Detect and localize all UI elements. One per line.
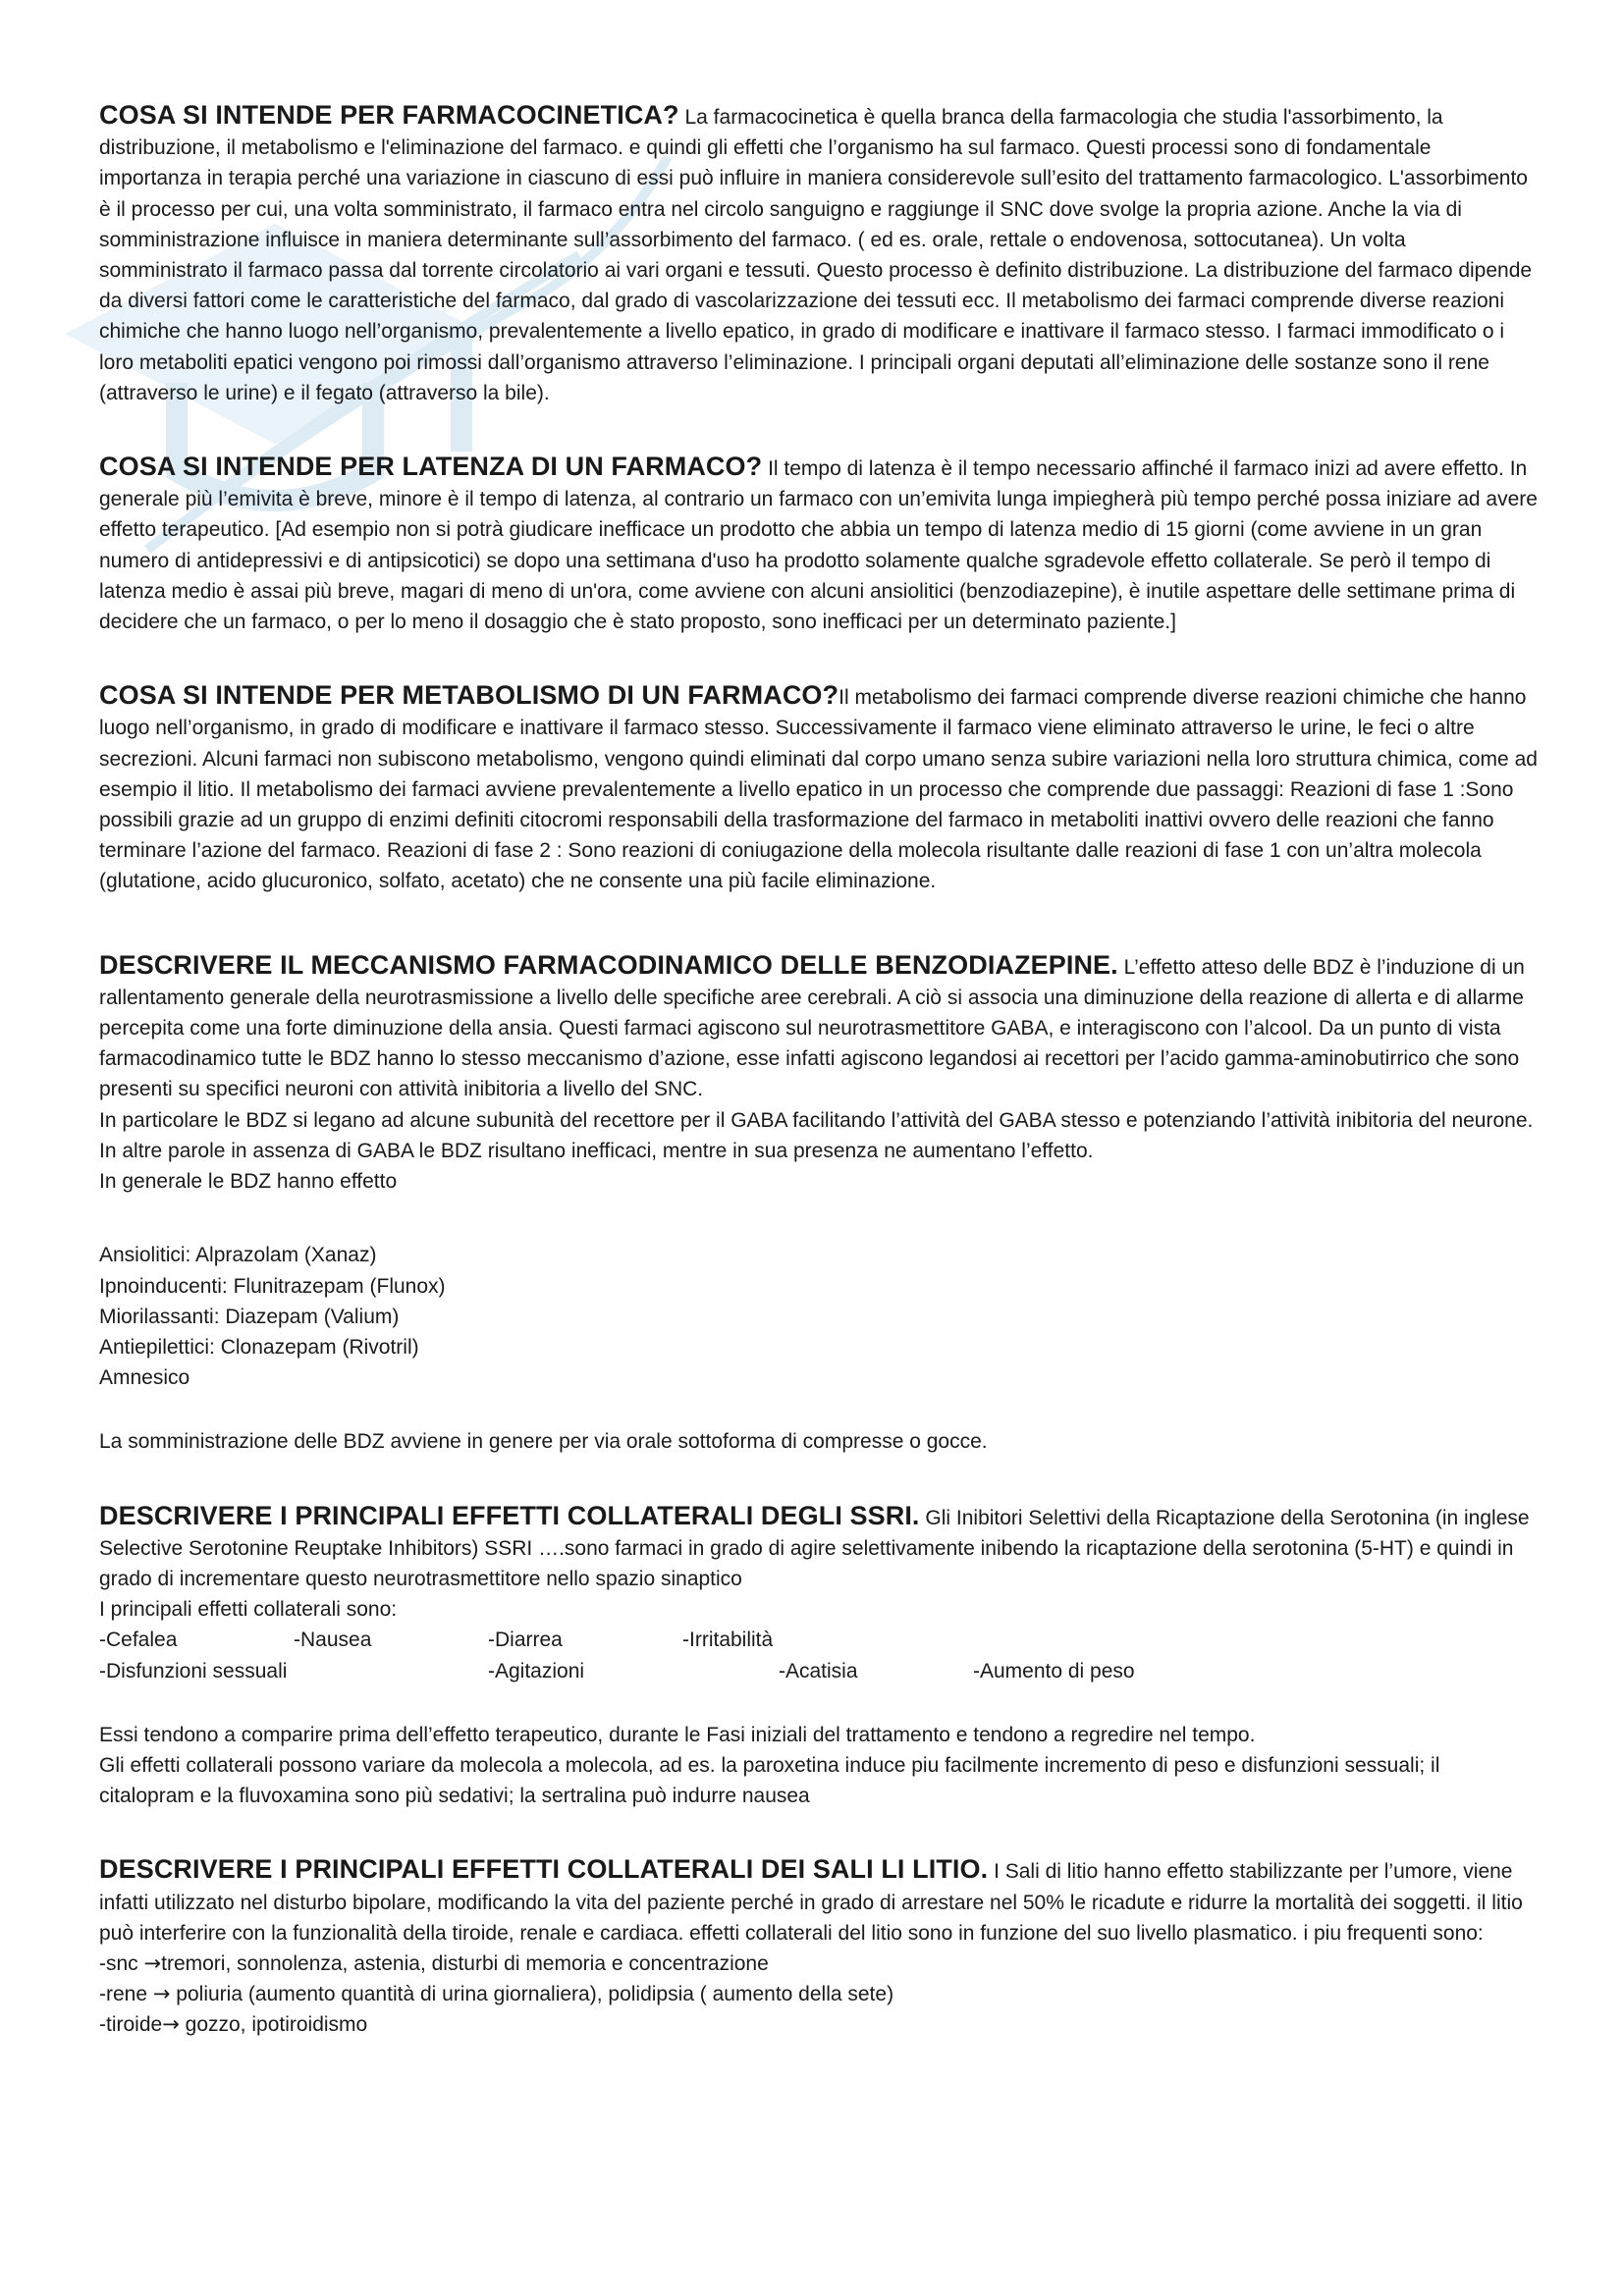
section-heading: COSA SI INTENDE PER FARMACOCINETICA?: [99, 100, 679, 130]
list-item: -Disfunzioni sessuali: [99, 1659, 288, 1682]
list-item: Miorilassanti: Diazepam (Valium): [99, 1305, 400, 1328]
section-latenza: [99, 452, 1538, 637]
list-item: [99, 1949, 1538, 1979]
organ-label: -rene: [99, 1983, 153, 2006]
ssri-effects-row: [99, 1625, 1538, 1655]
list-item: -Acatisia: [779, 1659, 858, 1682]
list-item: -Agitazioni: [488, 1659, 585, 1682]
list-item: Amnesico: [99, 1366, 190, 1390]
section-farmacocinetica: [99, 100, 1538, 408]
section-body: Il tempo di latenza è il tempo necessario affinché il farmaco inizi ad avere effetto. In generale più l’emivita è breve, minore è il tempo di latenza, al contrario un farmaco con un’emivita lunga impiegherà più tempo perché possa iniziare ad avere effetto terapeutico. [Ad esempio non si potrà giudicare inefficace un prodotto che abbia un tempo di latenza medio di 15 giorni (come avviene in un gran numero di antidepressivi e di antipsicotici) se dopo una settimana d'uso ha prodotto solamente qualche sgradevole effetto collaterale. Se però il tempo di latenza medio è assai più breve, magari di meno di un'ora, come avviene con alcuni ansiolitici (benzodiazepine), è inutile aspettare delle settimane prima di decidere che un farmaco, o per lo meno il dosaggio che è stato proposto, sono inefficaci per un determinato paziente.]: [99, 457, 1538, 634]
section-body: Gli Inibitori Selettivi della Ricaptazione della Serotonina (in inglese Selective Serotonine Reuptake Inhibitors) SSRI ….sono farmaci in grado di agire selettivamente inibendo la ricaptazione della serotonina (5-HT) e quindi in grado di incrementare questo neurotrasmettitore nello spazio sinaptico: [99, 1506, 1530, 1590]
list-item: -Cefalea: [99, 1629, 178, 1652]
list-item: Antiepilettici: Clonazepam (Rivotril): [99, 1335, 419, 1359]
document-page: [99, 100, 1538, 2041]
arrow-right-icon: →: [152, 1982, 171, 2006]
section-body: La farmacocinetica è quella branca della farmacologia che studia l'assorbimento, la distribuzione, il metabolismo e l'eliminazione del farmaco. e quindi gli effetti che l’organismo ha sul farmaco. Questi processi sono di fondamentale importanza in terapia perché una variazione in ciascuno di essi può influire in maniera considerevole sull’esito del trattamento farmacologico. L'assorbimento è il processo per cui, una volta somministrato, il farmaco entra nel circolo sanguigno e raggiunge il SNC dove svolge la propria azione. Anche la via di somministrazione influisce in maniera determinante sull’assorbimento del farmaco. ( ed es. orale, rettale o endovenosa, sottocutanea). Un volta somministrato il farmaco passa dal torrente circolatorio ai vari organi e tessuti. Questo processo è definito distribuzione. La distribuzione del farmaco dipende da diversi fattori come le caratteristiche del farmaco, dal grado di vascolarizzazione dei tessuti ecc. Il metabolismo dei farmaci comprende diverse reazioni chimiche che hanno luogo nell’organismo, prevalentemente a livello epatico, in grado di modificare e inattivare il farmaco stesso. I farmaci immodificato o i loro metaboliti epatici vengono poi rimossi dall’organismo attraverso l’eliminazione. I principali organi deputati all’eliminazione delle sostanze sono il rene (attraverso le urine) e il fegato (attraverso la bile).: [99, 106, 1533, 404]
bdz-effects-list: [99, 1240, 1538, 1393]
effect-text: gozzo, ipotiroidismo: [179, 2013, 368, 2037]
section-heading: COSA SI INTENDE PER LATENZA DI UN FARMACO?: [99, 452, 763, 482]
list-item: [99, 1979, 1538, 2009]
section-paragraph: La somministrazione delle BDZ avviene in genere per via orale sottoforma di compresse o gocce.: [99, 1430, 988, 1454]
list-item: -Aumento di peso: [973, 1659, 1135, 1682]
arrow-right-icon: →: [162, 2012, 180, 2037]
list-item: Ansiolitici: Alprazolam (Xanaz): [99, 1244, 377, 1267]
section-paragraph: I principali effetti collaterali sono:: [99, 1598, 398, 1622]
section-ssri: [99, 1501, 1538, 1812]
organ-label: -snc: [99, 1951, 144, 1975]
list-item: Ipnoinducenti: Flunitrazepam (Flunox): [99, 1274, 446, 1298]
section-paragraph: Essi tendono a comparire prima dell’effetto terapeutico, durante le Fasi iniziali del trattamento e tendono a regredire nel tempo.: [99, 1723, 1256, 1746]
section-heading: DESCRIVERE I PRINCIPALI EFFETTI COLLATERALI DEI SALI LI LITIO.: [99, 1854, 989, 1885]
effect-text: tremori, sonnolenza, astenia, disturbi di memoria e concentrazione: [161, 1951, 769, 1975]
section-paragraph: Gli effetti collaterali possono variare da molecola a molecola, ad es. la paroxetina induce piu facilmente incremento di peso e disfunzioni sessuali; il citalopram e la fluvoxamina sono più sedativi; la sertralina può indurre nausea: [99, 1753, 1440, 1808]
section-benzodiazepine: [99, 950, 1538, 1458]
section-body: L’effetto atteso delle BDZ è l’induzione di un rallentamento generale della neurotrasmissione a livello delle specifiche aree cerebrali. A ciò si associa una diminuzione della reazione di allerta e di allarme percepita come una forte diminuzione della ansia. Questi farmaci agiscono sul neurotrasmettitore GABA, e interagiscono con l’alcool. Da un punto di vista farmacodinamico tutte le BDZ hanno lo stesso meccanismo d’azione, esse infatti agiscono legandosi ai recettori per l’acido gamma-aminobutirrico che sono presenti su specifici neuroni con attività inibitoria a livello del SNC.: [99, 955, 1525, 1101]
list-item: -Nausea: [294, 1629, 372, 1652]
list-item: [99, 2009, 1538, 2040]
effect-text: poliuria (aumento quantità di urina giornaliera), polidipsia ( aumento della sete): [170, 1983, 894, 2006]
organ-label: -tiroide: [99, 2013, 163, 2037]
arrow-right-icon: →: [143, 1950, 162, 1975]
section-body: Il metabolismo dei farmaci comprende diverse reazioni chimiche che hanno luogo nell’organismo, in grado di modificare e inattivare il farmaco stesso. Successivamente il farmaco viene eliminato attraverso le urine, le feci o altre secrezioni. Alcuni farmaci non subiscono metabolismo, vengono quindi eliminati dal corpo umano senza subire variazioni nella loro struttura chimica, come ad esempio il litio. Il metabolismo dei farmaci avviene prevalentemente a livello epatico in un processo che comprende due passaggi: Reazioni di fase 1 :Sono possibili grazie ad un gruppo di enzimi definiti citocromi responsabili della trasformazione del farmaco in metaboliti inattivi ovvero delle reazioni che fanno terminare l’azione del farmaco. Reazioni di fase 2 : Sono reazioni di coniugazione della molecola risultante dalle reazioni di fase 1 con un’altra molecola (glutatione, acido glucuronico, solfato, acetato) che ne consente una più facile eliminazione.: [99, 686, 1538, 893]
section-paragraph: In generale le BDZ hanno effetto: [99, 1170, 398, 1194]
section-heading: DESCRIVERE IL MECCANISMO FARMACODINAMICO DELLE BENZODIAZEPINE.: [99, 949, 1118, 980]
section-metabolismo: [99, 680, 1538, 896]
ssri-effects-row: [99, 1656, 1538, 1686]
section-heading: COSA SI INTENDE PER METABOLISMO DI UN FARMACO?: [99, 680, 839, 711]
section-paragraph: In particolare le BDZ si legano ad alcune subunità del recettore per il GABA facilitando l’attività del GABA stesso e potenziando l’attività inibitoria del neurone. In altre parole in assenza di GABA le BDZ risultano inefficaci, mentre in sua presenza ne aumentano l’effetto.: [99, 1108, 1534, 1162]
section-litio: [99, 1854, 1538, 2040]
list-item: -Irritabilità: [682, 1629, 774, 1652]
list-item: -Diarrea: [488, 1629, 563, 1652]
section-heading: DESCRIVERE I PRINCIPALI EFFETTI COLLATERALI DEGLI SSRI.: [99, 1500, 920, 1530]
section-body: I Sali di litio hanno effetto stabilizzante per l’umore, viene infatti utilizzato nel disturbo bipolare, modificando la vita del paziente perché in grado di arrestare nel 50% le ricadute e ridurre la mortalità dei soggetti. il litio può interferire con la funzionalità della tiroide, renale e cardiaca. effetti collaterali del litio sono in funzione del suo livello plasmatico. i piu frequenti sono:: [99, 1860, 1523, 1945]
